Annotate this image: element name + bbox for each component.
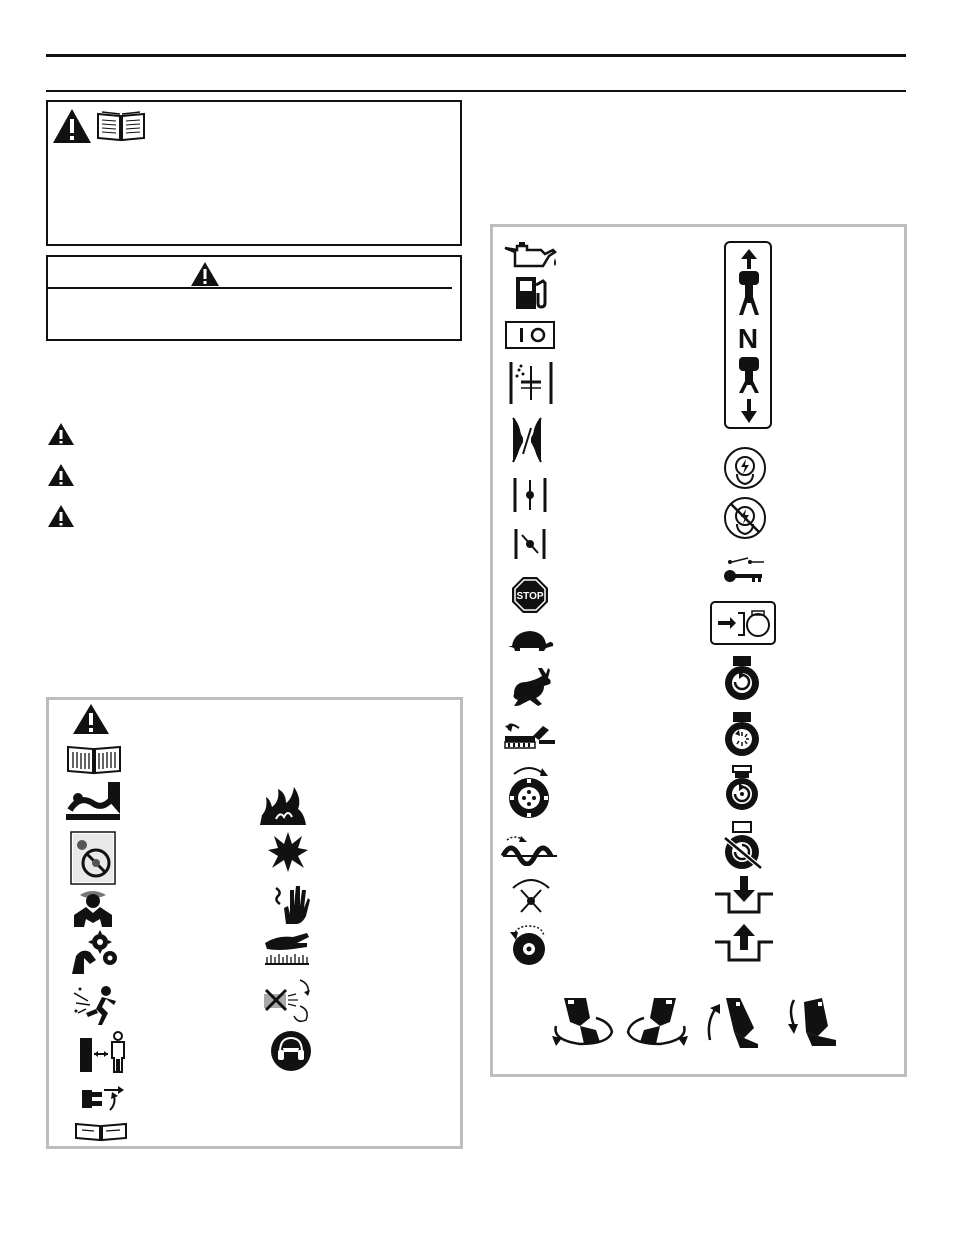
stop-switch-icon bbox=[513, 527, 547, 561]
shift-lever-icon bbox=[724, 241, 772, 429]
chute-rotate-left-icon bbox=[550, 996, 616, 1050]
manual-book-icon bbox=[66, 743, 122, 775]
fuel-icon bbox=[513, 275, 551, 311]
fast-rabbit-icon bbox=[508, 666, 554, 708]
warning-box bbox=[46, 100, 462, 246]
choke-icon bbox=[507, 360, 555, 406]
stop-sign-label: STOP bbox=[516, 591, 544, 602]
on-off-icon bbox=[504, 320, 556, 350]
down-arrow-icon bbox=[713, 874, 775, 914]
engine-warm-icon bbox=[721, 764, 763, 812]
up-arrow-icon bbox=[713, 922, 775, 962]
warning-triangle-icon bbox=[47, 463, 75, 487]
keep-distance-icon bbox=[78, 1030, 130, 1074]
chute-tilt-up-icon bbox=[704, 996, 760, 1050]
explosion-icon bbox=[266, 830, 310, 874]
engine-oil-icon bbox=[503, 240, 557, 270]
top-rule bbox=[46, 54, 906, 57]
header-rule bbox=[46, 90, 906, 92]
electric-start-icon bbox=[723, 446, 767, 490]
caution-box bbox=[46, 255, 462, 341]
service-manual-icon bbox=[74, 1080, 128, 1142]
chute-tilt-down-icon bbox=[782, 996, 840, 1050]
rotating-parts-icon bbox=[260, 976, 314, 1024]
toxic-fumes-icon bbox=[72, 887, 114, 927]
throttle-icon bbox=[509, 416, 545, 464]
engine-stop-icon bbox=[721, 820, 765, 872]
slow-turtle-icon bbox=[506, 628, 554, 652]
disc-rotation-icon bbox=[506, 922, 552, 968]
recoil-start-icon bbox=[721, 654, 763, 702]
stop-sign-icon bbox=[511, 576, 549, 614]
ignition-key-icon bbox=[722, 556, 768, 584]
forward-tractor-icon bbox=[734, 247, 764, 323]
gear-entanglement-icon bbox=[70, 930, 120, 976]
auger-entanglement-icon bbox=[64, 780, 122, 824]
caution-divider bbox=[48, 287, 452, 289]
auger-drive-icon bbox=[501, 832, 559, 866]
eye-ear-protection-icon bbox=[270, 1030, 312, 1072]
warning-triangle-icon bbox=[47, 504, 75, 528]
no-children-icon bbox=[70, 831, 116, 885]
primer-icon bbox=[710, 601, 776, 645]
lift-lever-icon bbox=[503, 716, 557, 752]
warning-triangle-icon bbox=[72, 703, 110, 735]
chemical-burn-icon bbox=[263, 927, 311, 965]
neutral-label: N bbox=[737, 323, 759, 354]
wheel-drive-icon bbox=[506, 764, 552, 820]
no-electric-start-icon bbox=[723, 496, 767, 540]
hot-surface-icon bbox=[272, 884, 312, 926]
warning-triangle-icon bbox=[190, 261, 220, 287]
chute-deflector-icon bbox=[509, 876, 553, 916]
warning-triangle-icon bbox=[47, 422, 75, 446]
run-icon bbox=[511, 476, 549, 514]
reverse-tractor-icon bbox=[734, 355, 764, 427]
engine-start-icon bbox=[721, 710, 763, 758]
fire-icon bbox=[258, 783, 308, 827]
chute-rotate-right-icon bbox=[624, 996, 690, 1050]
warning-triangle-icon bbox=[52, 108, 92, 144]
thrown-objects-icon bbox=[72, 983, 118, 1027]
manual-book-icon bbox=[96, 110, 146, 142]
